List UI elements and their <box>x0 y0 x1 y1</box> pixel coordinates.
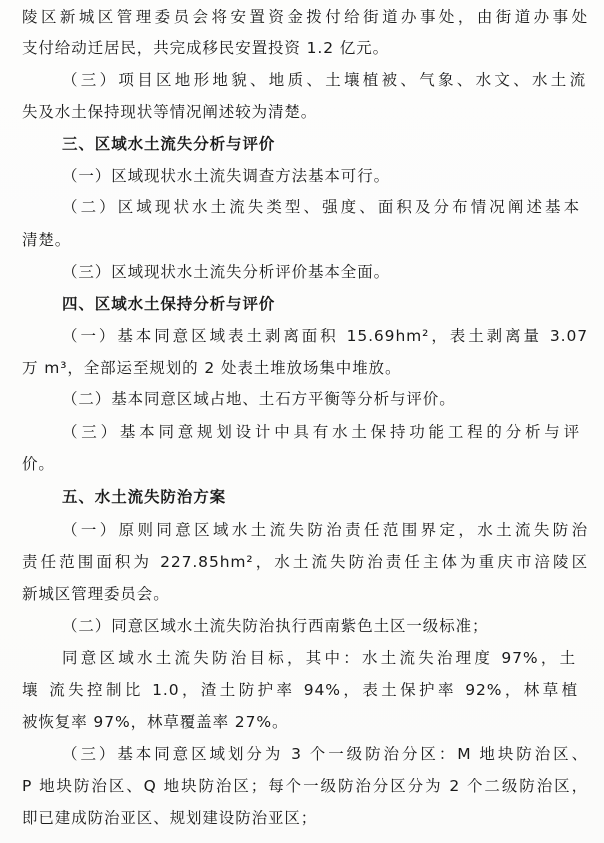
paragraph-line: 壤 流失控制比 1.0，渣土防护率 94%，表土保护率 92%，林草植 <box>22 681 578 699</box>
paragraph-line: 新城区管理委员会。 <box>22 585 170 603</box>
section-heading: 四、区域水土保持分析与评价 <box>62 295 276 313</box>
paragraph-line: 失及水土保持现状等情况阐述较为清楚。 <box>22 103 318 121</box>
paragraph-line: 同意区域水土流失防治目标，其中：水土流失治理度 97%，土 <box>62 649 576 667</box>
paragraph-line: （二）基本同意区域占地、土石方平衡等分析与评价。 <box>62 390 456 408</box>
paragraph-line: （二）区域现状水土流失类型、强度、面积及分布情况阐述基本 <box>62 198 580 216</box>
paragraph-line: 价。 <box>22 455 55 473</box>
paragraph-line: （一）原则同意区域水土流失防治责任范围界定，水土流失防治 <box>62 521 588 539</box>
paragraph-line: （三）区域现状水土流失分析评价基本全面。 <box>62 263 391 281</box>
paragraph-line: 支付给动迁居民，共完成移民安置投资 1.2 亿元。 <box>22 39 390 57</box>
paragraph-line: 即已建成防治亚区、规划建设防治亚区； <box>22 809 318 827</box>
paragraph-line: 责任范围面积为 227.85hm²，水土流失防治责任主体为重庆市涪陵区 <box>22 553 588 571</box>
paragraph-line: 万 m³，全部运至规划的 2 处表土堆放场集中堆放。 <box>22 359 402 377</box>
paragraph-line: 清楚。 <box>22 231 72 249</box>
section-heading: 五、水土流失防治方案 <box>62 488 227 506</box>
paragraph-line: （一）区域现状水土流失调查方法基本可行。 <box>62 167 391 185</box>
paragraph-line: （三）项目区地形地貌、地质、土壤植被、气象、水文、水土流 <box>62 71 586 89</box>
paragraph-line: 被恢复率 97%，林草覆盖率 27%。 <box>22 713 289 731</box>
paragraph-line: （一）基本同意区域表土剥离面积 15.69hm²，表土剥离量 3.07 <box>62 327 588 345</box>
paragraph-line: （三）基本同意规划设计中具有水土保持功能工程的分析与评 <box>62 423 580 441</box>
paragraph-line: 陵区新城区管理委员会将安置资金拨付给街道办事处，由街道办事处 <box>22 8 588 26</box>
paragraph-line: （三）基本同意区域划分为 3 个一级防治分区：M 地块防治区、 <box>62 745 588 763</box>
section-heading: 三、区域水土流失分析与评价 <box>62 135 276 153</box>
paragraph-line: P 地块防治区、Q 地块防治区；每个一级防治分区分为 2 个二级防治区， <box>22 777 588 795</box>
paragraph-line: （二）同意区域水土流失防治执行西南紫色土区一级标准； <box>62 617 489 635</box>
